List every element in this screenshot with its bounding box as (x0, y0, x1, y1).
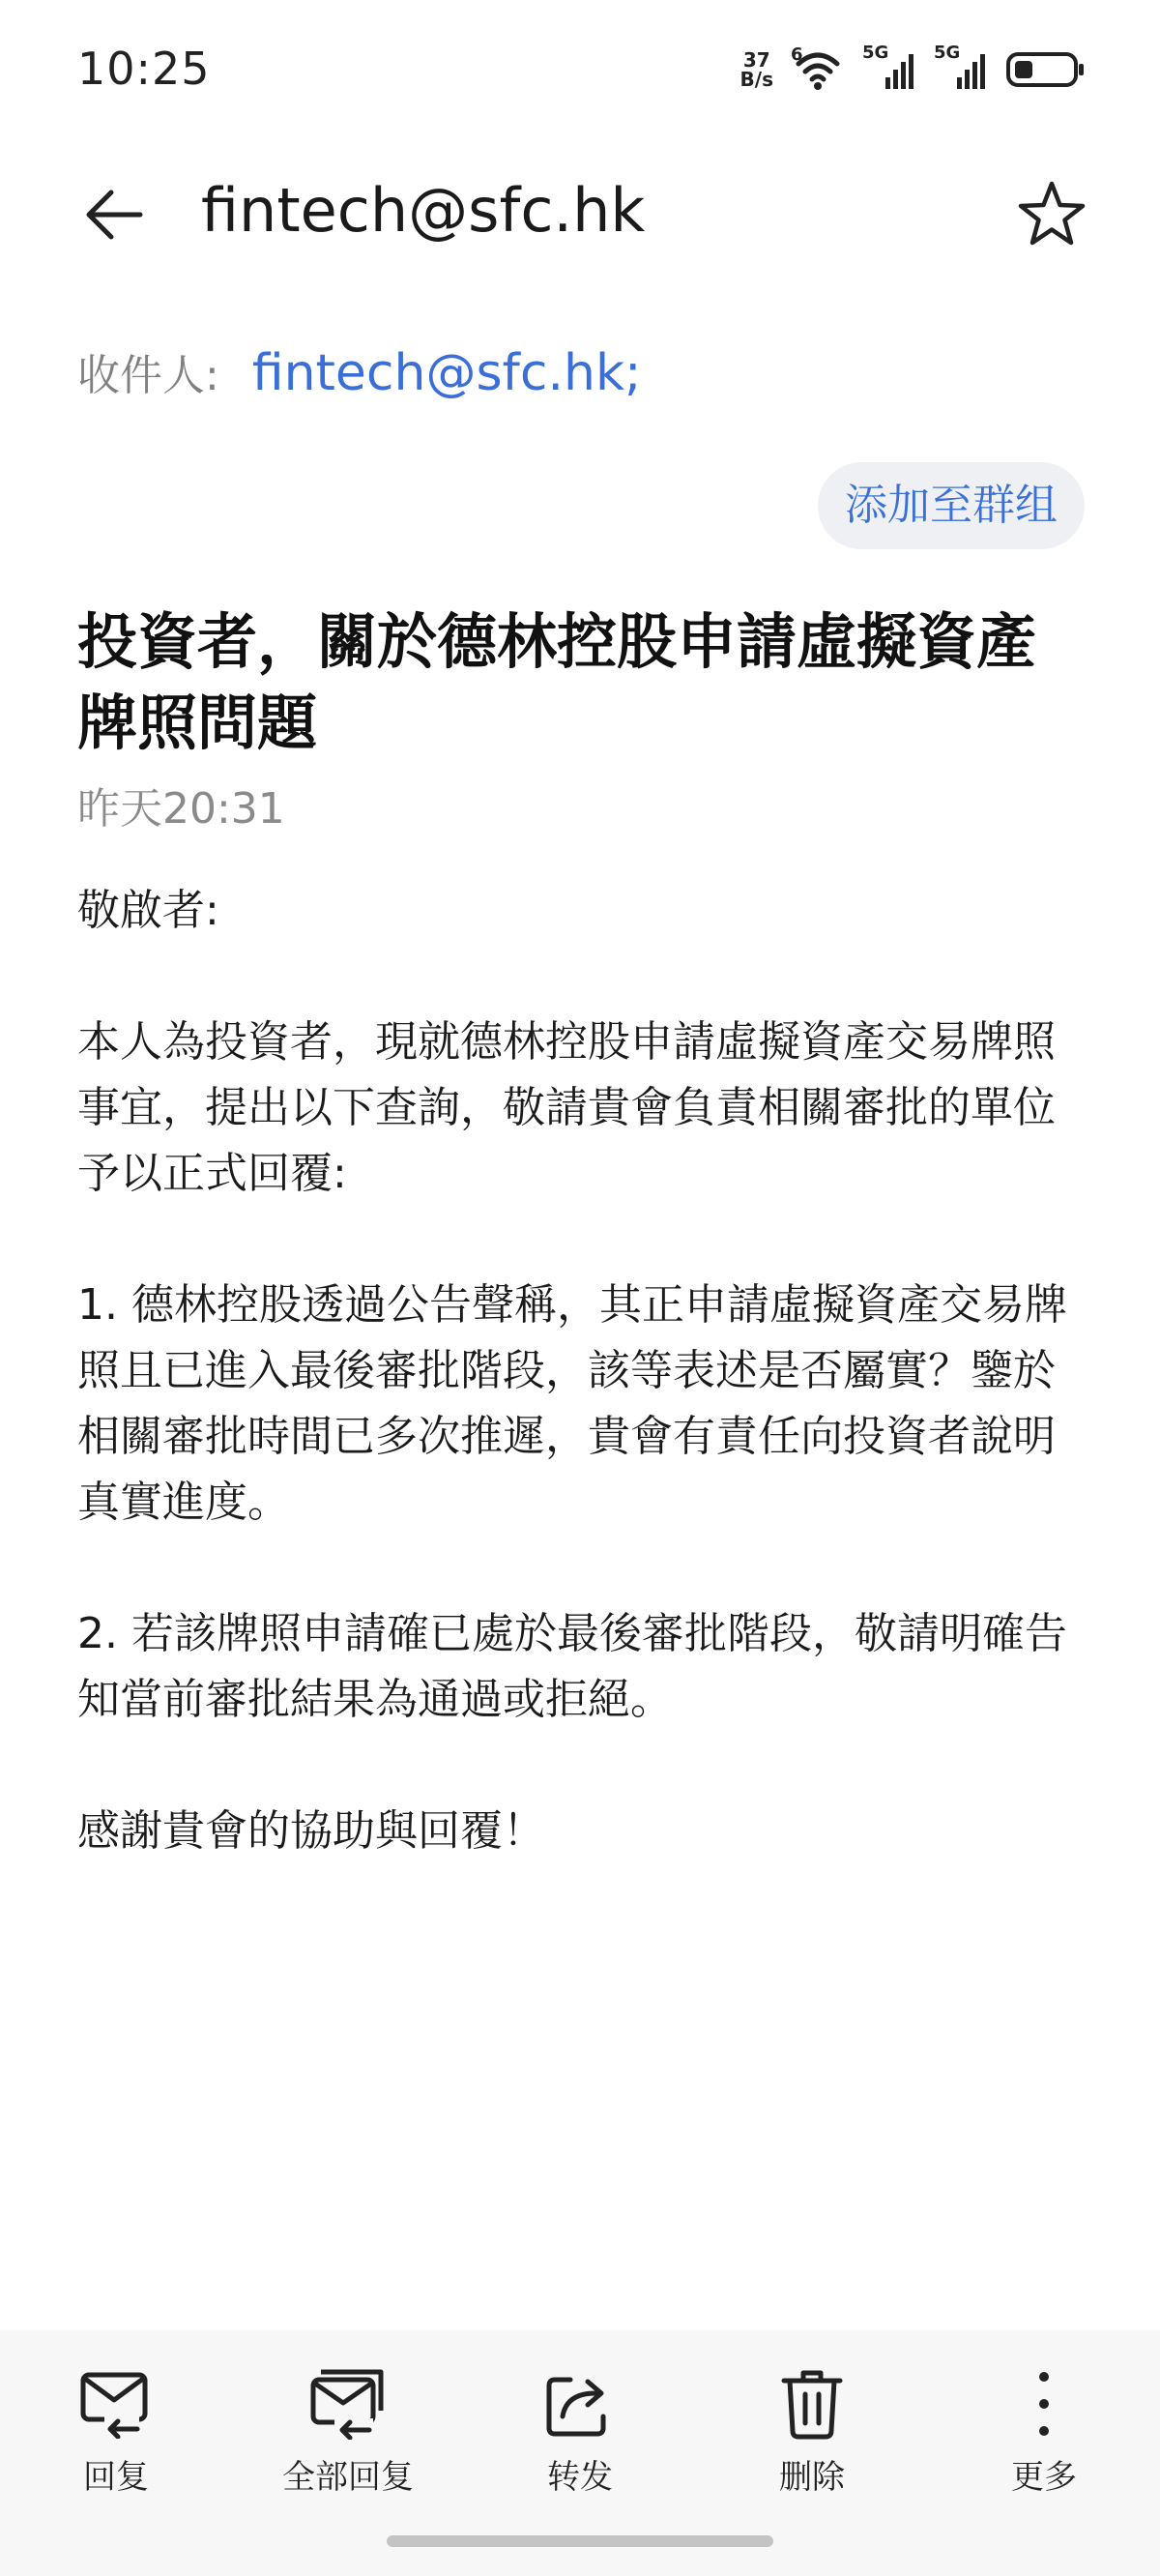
sent-time: 昨天20:31 (77, 784, 285, 834)
battery-icon (1005, 48, 1087, 91)
forward-share-icon (541, 2368, 619, 2440)
back-button[interactable] (75, 176, 153, 253)
status-bar (0, 0, 1160, 135)
home-indicator[interactable] (387, 2535, 773, 2547)
recipient-label: 收件人: (77, 351, 219, 400)
delete-label: 删除 (779, 2458, 845, 2497)
reply-label: 回复 (83, 2458, 149, 2497)
delete-button[interactable] (715, 2363, 909, 2498)
network-speed (740, 50, 773, 89)
more-label: 更多 (1011, 2458, 1077, 2497)
star-button[interactable] (1011, 174, 1092, 255)
more-button[interactable] (947, 2363, 1141, 2498)
trash-icon (778, 2367, 846, 2441)
reply-all-label: 全部回复 (282, 2458, 414, 2497)
more-vertical-icon (1030, 2367, 1058, 2441)
status-time: 10:25 (77, 43, 211, 95)
back-arrow-icon (80, 181, 148, 249)
reply-mail-icon (77, 2369, 155, 2439)
reply-all-mail-icon (307, 2368, 389, 2440)
reply-all-button[interactable] (251, 2363, 445, 2498)
body-point-2: 2. 若該牌照申請確已處於最後審批階段，敬請明確告知當前審批結果為通過或拒絕。 (77, 1609, 1067, 1724)
star-icon (1016, 179, 1088, 250)
status-icons (740, 43, 1087, 97)
body-point-1: 1. 德林控股透過公告聲稱，其正申請虛擬資產交易牌照且已進入最後審批階段，該等表述是否屬實？鑒於相關審批時間已多次推遲，貴會有責任向投資者說明真實進度。 (77, 1280, 1067, 1527)
mail-subject: 投資者，關於德林控股申請虛擬資產牌照問題 (77, 606, 1037, 758)
signal-sim2-label: 5G (934, 43, 961, 63)
mail-body (77, 878, 1083, 1930)
body-closing: 感謝貴會的協助與回覆！ (77, 1806, 545, 1856)
wifi-icon (791, 44, 845, 91)
signal-sim1-label: 5G (862, 43, 889, 63)
signal-sim1-icon (862, 43, 916, 91)
forward-button[interactable] (483, 2363, 677, 2498)
header-title: fintech@sfc.hk (201, 175, 646, 246)
add-to-group-button[interactable]: 添加至群组 (818, 462, 1085, 549)
reply-button[interactable] (19, 2363, 213, 2498)
mail-header (0, 155, 1160, 271)
forward-label: 转发 (547, 2458, 613, 2497)
recipient-email-link[interactable]: fintech@sfc.hk; (251, 344, 642, 402)
recipient-row (77, 340, 642, 402)
signal-sim2-icon (934, 43, 988, 91)
body-greeting: 敬啟者: (77, 886, 219, 935)
network-speed-value: 37 (742, 48, 770, 72)
network-speed-unit: B/s (740, 68, 773, 91)
body-intro: 本人為投資者，現就德林控股申請虛擬資產交易牌照事宜，提出以下查詢，敬請貴會負責相關審批的單位予以正式回覆: (77, 1017, 1056, 1198)
wifi-badge: 6 (791, 44, 803, 65)
